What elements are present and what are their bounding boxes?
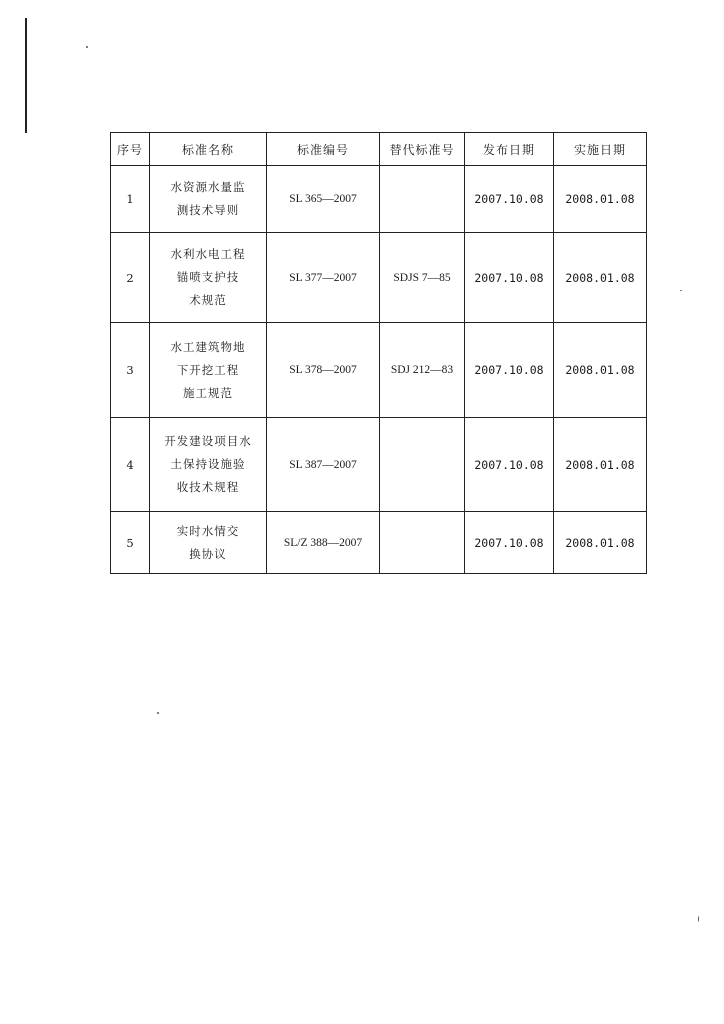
replaced-standard: SDJS 7—85 <box>380 233 465 323</box>
header-effective: 实施日期 <box>554 133 647 166</box>
standard-code: SL 377—2007 <box>267 233 380 323</box>
row-index: 2 <box>111 233 150 323</box>
effective-date: 2008.01.08 <box>554 418 647 512</box>
table-header-row <box>111 133 647 166</box>
publish-date: 2007.10.08 <box>465 418 554 512</box>
row-index: 3 <box>111 323 150 418</box>
header-code: 标准编号 <box>267 133 380 166</box>
table-row <box>111 323 647 418</box>
scan-speck <box>86 46 88 48</box>
standard-name <box>150 233 267 323</box>
standard-name <box>150 512 267 574</box>
scan-speck <box>698 916 699 922</box>
standard-name-line: 开发建设项目水 <box>164 434 252 448</box>
standard-name-line: 水利水电工程 <box>170 247 246 261</box>
standard-name-line: 土保持设施验 <box>170 457 246 471</box>
standard-code: SL 387—2007 <box>267 418 380 512</box>
table-row <box>111 166 647 233</box>
effective-date: 2008.01.08 <box>554 233 647 323</box>
standard-code: SL 365—2007 <box>267 166 380 233</box>
scan-speck <box>680 290 682 291</box>
publish-date: 2007.10.08 <box>465 512 554 574</box>
standard-code: SL 378—2007 <box>267 323 380 418</box>
row-index: 1 <box>111 166 150 233</box>
standard-name <box>150 418 267 512</box>
publish-date: 2007.10.08 <box>465 233 554 323</box>
standard-name-line: 施工规范 <box>183 385 233 400</box>
header-name: 标准名称 <box>150 133 267 166</box>
replaced-standard <box>380 512 465 574</box>
publish-date: 2007.10.08 <box>465 323 554 418</box>
effective-date: 2008.01.08 <box>554 166 647 233</box>
replaced-standard <box>380 166 465 233</box>
row-index: 4 <box>111 418 150 512</box>
row-index: 5 <box>111 512 150 574</box>
standard-name-line: 水工建筑物地 <box>170 339 246 354</box>
effective-date: 2008.01.08 <box>554 512 647 574</box>
header-published: 发布日期 <box>465 133 554 166</box>
standard-name <box>150 166 267 233</box>
standard-code: SL/Z 388—2007 <box>267 512 380 574</box>
standard-name-line: 换协议 <box>189 546 227 561</box>
standard-name-line: 下开挖工程 <box>176 362 240 377</box>
standard-name-line: 实时水情交 <box>176 523 240 538</box>
scan-speck <box>157 712 159 714</box>
header-replaces: 替代标准号 <box>380 133 465 166</box>
publish-date: 2007.10.08 <box>465 166 554 233</box>
effective-date: 2008.01.08 <box>554 323 647 418</box>
standard-name-line: 测技术导则 <box>176 203 240 217</box>
replaced-standard: SDJ 212—83 <box>380 323 465 418</box>
replaced-standard <box>380 418 465 512</box>
standard-name-line: 锚喷支护技 <box>176 270 240 284</box>
table-row <box>111 233 647 323</box>
scan-margin-line <box>25 18 27 133</box>
table-row <box>111 418 647 512</box>
standard-name-line: 术规范 <box>189 293 227 307</box>
standard-name-line: 收技术规程 <box>176 480 240 494</box>
standards-table <box>110 132 647 574</box>
standard-name <box>150 323 267 418</box>
header-index: 序号 <box>111 133 150 166</box>
standard-name-line: 水资源水量监 <box>170 180 246 194</box>
table-row <box>111 512 647 574</box>
